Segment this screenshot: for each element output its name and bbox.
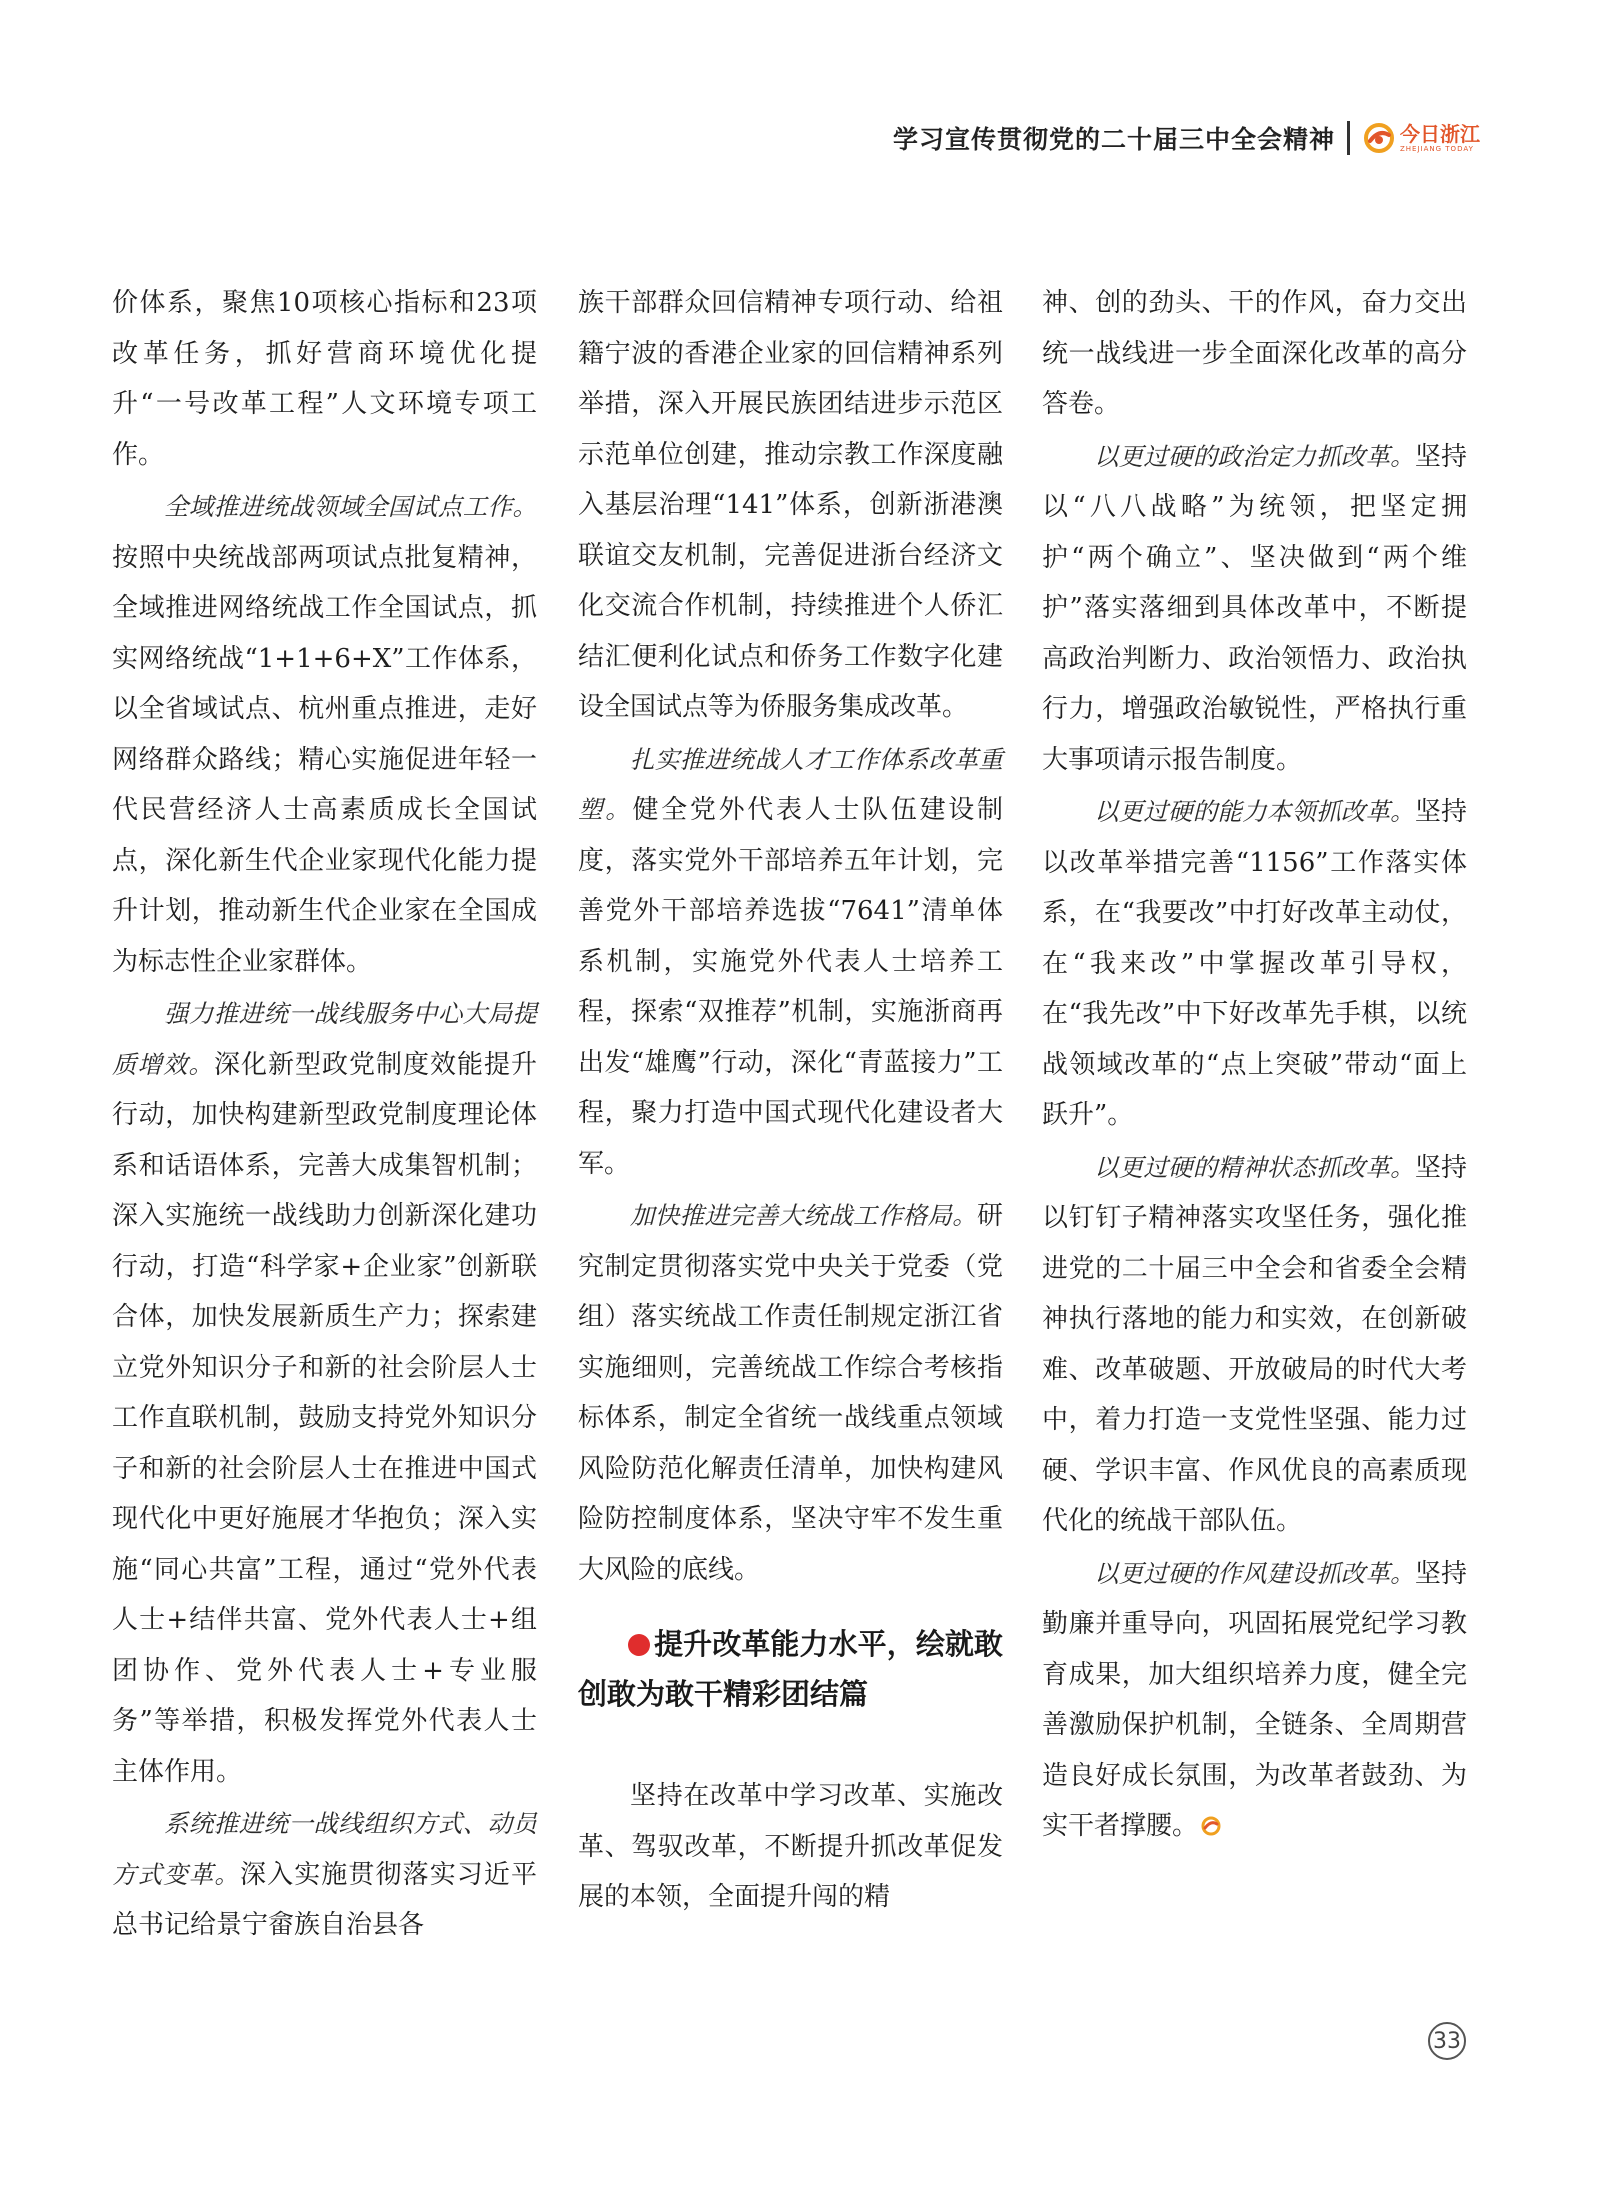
article-end-logo-icon bbox=[1200, 1815, 1222, 1837]
section-heading bbox=[578, 1619, 1003, 1719]
paragraph-body: 坚持以钉钉子精神落实攻坚任务，强化推进党的二十届三中全会和省委全会精神执行落地的能力和实效，在创新破难、改革破题、开放破局的时代大考中，着力打造一支党性坚强、能力过硬、学识丰富、作风优良的高素质现代化的统战干部队伍。 bbox=[1042, 1152, 1467, 1536]
paragraph bbox=[1042, 1549, 1467, 1852]
paragraph-body: 坚持以改革举措完善“1156”工作落实体系，在“我要改”中打好改革主动仗，在“我来改”中掌握改革引导权，在“我先改”中下好改革先手棋，以统战领域改革的“点上突破”带动“面上跃升”。 bbox=[1042, 797, 1467, 1130]
article-column-3 bbox=[1042, 278, 1467, 1852]
paragraph-body: 研究制定贯彻落实党中央关于党委（党组）落实统战工作责任制规定浙江省实施细则，完善统战工作综合考核指标体系，制定全省统一战线重点领域风险防范化解责任清单，加快构建风险防控制度体系，坚决守牢不发生重大风险的底线。 bbox=[578, 1201, 1003, 1585]
paragraph-lead: 以更过硬的作风建设抓改革。 bbox=[1094, 1558, 1415, 1588]
article-column-2 bbox=[578, 278, 1003, 1923]
paragraph bbox=[1042, 787, 1467, 1141]
bullet-dot-icon bbox=[628, 1634, 650, 1656]
article-column-1 bbox=[112, 278, 537, 1951]
paragraph bbox=[578, 735, 1003, 1190]
paragraph bbox=[112, 278, 537, 480]
paragraph bbox=[578, 278, 1003, 733]
paragraph-body: 族干部群众回信精神专项行动、给祖籍宁波的香港企业家的回信精神系列举措，深入开展民族团结进步示范区示范单位创建，推动宗教工作深度融入基层治理“141”体系，创新浙港澳联谊交友机制，完善促进浙台经济文化交流合作机制，持续推进个人侨汇结汇便利化试点和侨务工作数字化建设全国试点等为侨服务集成改革。 bbox=[578, 288, 1003, 722]
paragraph bbox=[578, 1771, 1003, 1923]
paragraph-body: 健全党外代表人士队伍建设制度，落实党外干部培养五年计划，完善党外干部培养选拔“7641”清单体系机制，实施党外代表人士培养工程，探索“双推荐”机制，实施浙商再出发“雄鹰”行动，深化“青蓝接力”工程，聚力打造中国式现代化建设者大军。 bbox=[578, 795, 1003, 1179]
logo-swirl-icon bbox=[1362, 121, 1396, 155]
logo-english: ZHEJIANG TODAY bbox=[1400, 144, 1474, 153]
page-number: 33 bbox=[1428, 2022, 1466, 2060]
paragraph-body: 深入实施贯彻落实习近平总书记给景宁畲族自治县各 bbox=[112, 1859, 537, 1940]
paragraph-lead: 以更过硬的能力本领抓改革。 bbox=[1094, 797, 1415, 826]
paragraph-body: 坚持以“八八战略”为统领，把坚定拥护“两个确立”、坚决做到“两个维护”落实落细到具体改革中，不断提高政治判断力、政治领悟力、政治执行力，增强政治敏锐性，严格执行重大事项请示报告制度。 bbox=[1042, 441, 1467, 775]
paragraph-lead: 强力推进统一战线服务中心大局提质增效。 bbox=[112, 999, 537, 1079]
paragraph-body: 价体系，聚焦10项核心指标和23项改革任务，抓好营商环境优化提升“一号改革工程”人文环境专项工作。 bbox=[112, 288, 537, 470]
header-divider bbox=[1347, 121, 1350, 155]
paragraph bbox=[112, 482, 537, 987]
paragraph bbox=[578, 1191, 1003, 1595]
paragraph-body: 坚持在改革中学习改革、实施改革、驾驭改革，不断提升抓改革促发展的本领，全面提升闯的精 bbox=[578, 1781, 1003, 1912]
paragraph-lead: 以更过硬的精神状态抓改革。 bbox=[1094, 1152, 1415, 1182]
paragraph bbox=[1042, 1143, 1467, 1547]
paragraph-lead: 以更过硬的政治定力抓改革。 bbox=[1094, 441, 1415, 471]
paragraph bbox=[112, 989, 537, 1797]
paragraph bbox=[1042, 278, 1467, 430]
paragraph-body: 坚持勤廉并重导向，巩固拓展党纪学习教育成果，加大组织培养力度，健全完善激励保护机制，全链条、全周期营造良好成长氛围，为改革者鼓劲、为实干者撑腰。 bbox=[1042, 1558, 1467, 1841]
paragraph-body: 神、创的劲头、干的作风，奋力交出统一战线进一步全面深化改革的高分答卷。 bbox=[1042, 288, 1467, 419]
section-heading-text: 提升改革能力水平，绘就敢创敢为敢干精彩团结篇 bbox=[578, 1627, 1003, 1711]
paragraph-lead: 系统推进统一战线组织方式、动员方式变革。 bbox=[112, 1809, 537, 1889]
paragraph bbox=[1042, 432, 1467, 786]
paragraph-lead: 加快推进完善大统战工作格局。 bbox=[630, 1201, 977, 1230]
paragraph-body: 深化新型政党制度效能提升行动，加快构建新型政党制度理论体系和话语体系，完善大成集智机制；深入实施统一战线助力创新深化建功行动，打造“科学家+企业家”创新联合体，加快发展新质生产力；探索建立党外知识分子和新的社会阶层人士工作直联机制，鼓励支持党外知识分子和新的社会阶层人士在推进中国式现代化中更好施展才华抱负；深入实施“同心共富”工程，通过“党外代表人士+结伴共富、党外代表人士+组团协作、党外代表人士+专业服务”等举措，积极发挥党外代表人士主体作用。 bbox=[112, 1049, 537, 1787]
paragraph-lead: 扎实推进统战人才工作体系改革重塑。 bbox=[578, 744, 1003, 824]
paragraph bbox=[112, 1799, 537, 1951]
paragraph-body: 按照中央统战部两项试点批复精神，全域推进网络统战工作全国试点，抓实网络统战“1+1+6+X”工作体系，以全省域试点、杭州重点推进，走好网络群众路线；精心实施促进年轻一代民营经济人士高素质成长全国试点，深化新生代企业家现代化能力提升计划，推动新生代企业家在全国成为标志性企业家群体。 bbox=[112, 542, 537, 977]
logo-chinese: 今日浙江 bbox=[1400, 121, 1480, 146]
magazine-logo bbox=[1362, 121, 1480, 155]
page-header bbox=[893, 120, 1480, 156]
header-title: 学习宣传贯彻党的二十届三中全会精神 bbox=[892, 125, 1335, 154]
paragraph-lead: 全域推进统战领域全国试点工作。 bbox=[164, 492, 537, 521]
